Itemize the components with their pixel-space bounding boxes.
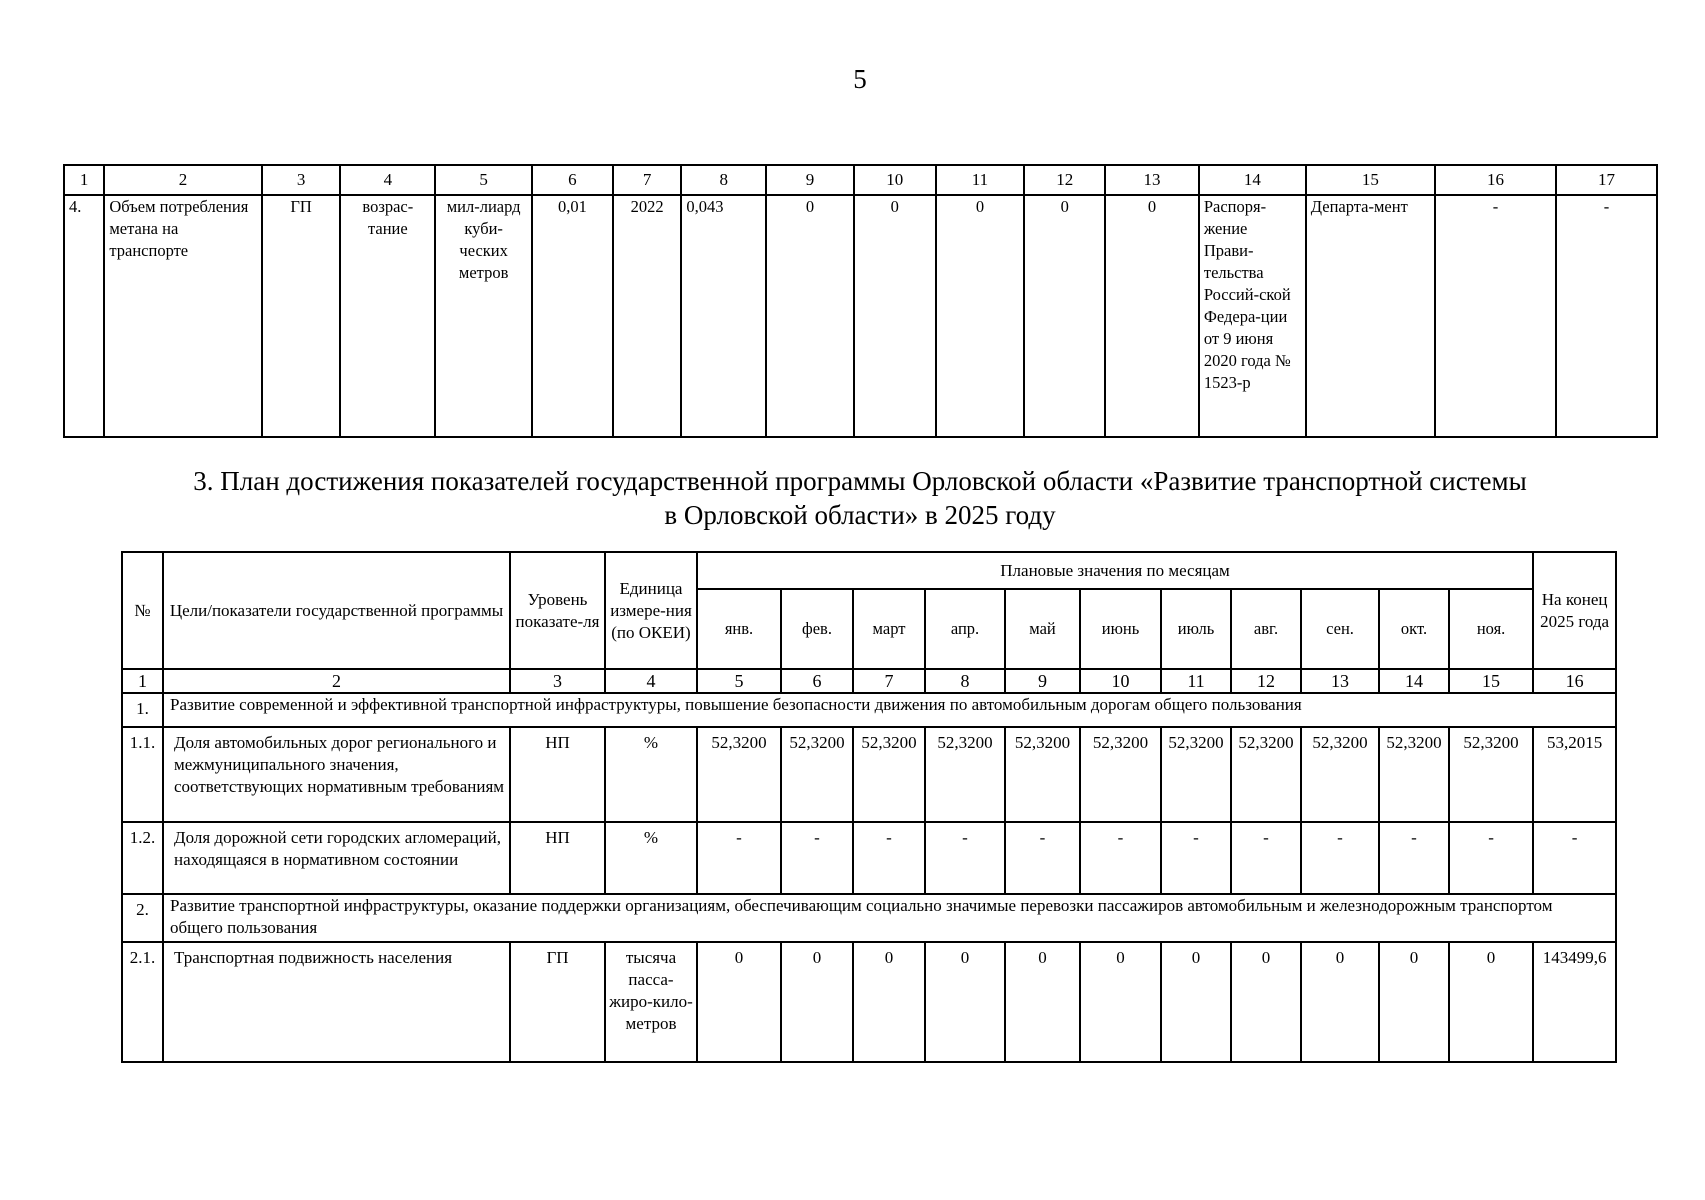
month-header: сен. xyxy=(1301,589,1379,669)
value-cell: 0 xyxy=(1024,195,1105,437)
section-title-line: 3. План достижения показателей государственной программы Орловской области «Развитие транспортной системы xyxy=(193,466,1527,496)
month-value: - xyxy=(1449,822,1533,894)
month-value: 0 xyxy=(1161,942,1231,1062)
base-year: 2022 xyxy=(613,195,682,437)
indicator-level: ГП xyxy=(510,942,605,1062)
month-value: 0 xyxy=(1449,942,1533,1062)
month-value: - xyxy=(925,822,1005,894)
goal-number: 2. xyxy=(122,894,163,942)
column-number-row xyxy=(122,669,1616,693)
value-cell: 0 xyxy=(1105,195,1199,437)
col-number: 5 xyxy=(697,669,781,693)
col-number: 2 xyxy=(163,669,510,693)
col-number: 15 xyxy=(1449,669,1533,693)
header-end: На конец 2025 года xyxy=(1533,552,1616,669)
column-number-row xyxy=(64,165,1657,195)
month-value: 52,3200 xyxy=(1231,727,1301,822)
month-value: - xyxy=(1005,822,1080,894)
row-number: 1.1. xyxy=(122,727,163,822)
col-number: 7 xyxy=(613,165,682,195)
month-header: авг. xyxy=(1231,589,1301,669)
indicator-unit: % xyxy=(605,727,697,822)
col-number: 5 xyxy=(435,165,532,195)
indicator-unit: тысяча пасса-жиро-кило-метров xyxy=(605,942,697,1062)
month-value: - xyxy=(1080,822,1161,894)
month-value: - xyxy=(1301,822,1379,894)
header-name: Цели/показатели государственной программы xyxy=(163,552,510,669)
month-value: 0 xyxy=(853,942,925,1062)
header-level: Уровень показате-ля xyxy=(510,552,605,669)
header-num: № xyxy=(122,552,163,669)
col-number: 14 xyxy=(1379,669,1449,693)
goal-row xyxy=(122,693,1616,727)
month-value: 0 xyxy=(697,942,781,1062)
goal-number: 1. xyxy=(122,693,163,727)
month-header: март xyxy=(853,589,925,669)
end-value: - xyxy=(1533,822,1616,894)
month-value: - xyxy=(1161,822,1231,894)
goal-text: Развитие транспортной инфраструктуры, оказание поддержки организациям, обеспечивающим социально значимые перевозки пассажиров автомобильным и железнодорожным транспортом общего пользования xyxy=(163,894,1616,942)
page-number: 5 xyxy=(853,64,867,94)
indicator-name: Доля автомобильных дорог регионального и межмуниципального значения, соответствующих нормативным требованиям xyxy=(163,727,510,822)
month-header: апр. xyxy=(925,589,1005,669)
value-cell: 0 xyxy=(766,195,854,437)
col-number: 11 xyxy=(1161,669,1231,693)
col-number: 9 xyxy=(1005,669,1080,693)
end-value: 53,2015 xyxy=(1533,727,1616,822)
row-number: 2.1. xyxy=(122,942,163,1062)
value-cell: 0,043 xyxy=(681,195,766,437)
col-number: 2 xyxy=(104,165,261,195)
goal-text: Развитие современной и эффективной транспортной инфраструктуры, повышение безопасности движения по автомобильным дорогам общего пользования xyxy=(163,693,1616,727)
col-number: 13 xyxy=(1105,165,1199,195)
indicator-level: НП xyxy=(510,727,605,822)
col-number: 8 xyxy=(925,669,1005,693)
base-value: 0,01 xyxy=(532,195,613,437)
table-row xyxy=(122,822,1616,894)
col-number: 14 xyxy=(1199,165,1306,195)
month-value: 0 xyxy=(1080,942,1161,1062)
month-header: фев. xyxy=(781,589,853,669)
month-value: 52,3200 xyxy=(925,727,1005,822)
col-number: 15 xyxy=(1306,165,1435,195)
table-row xyxy=(64,195,1657,437)
indicator-name: Объем потребления метана на транспорте xyxy=(104,195,261,437)
col-number: 16 xyxy=(1435,165,1556,195)
responsible: Департа-мент xyxy=(1306,195,1435,437)
col-number: 11 xyxy=(936,165,1025,195)
month-header: июль xyxy=(1161,589,1231,669)
month-value: 52,3200 xyxy=(1379,727,1449,822)
col-number: 16 xyxy=(1533,669,1616,693)
indicators-table-continued xyxy=(63,164,1658,438)
col-number: 8 xyxy=(681,165,766,195)
month-value: 0 xyxy=(1005,942,1080,1062)
month-value: - xyxy=(1231,822,1301,894)
month-header: янв. xyxy=(697,589,781,669)
month-value: 52,3200 xyxy=(697,727,781,822)
month-header: ноя. xyxy=(1449,589,1533,669)
indicator-level: НП xyxy=(510,822,605,894)
row-number: 4. xyxy=(64,195,104,437)
month-value: 52,3200 xyxy=(1161,727,1231,822)
month-value: 52,3200 xyxy=(781,727,853,822)
month-value: - xyxy=(1379,822,1449,894)
value-cell: 0 xyxy=(936,195,1025,437)
month-value: - xyxy=(853,822,925,894)
indicator-unit: мил-лиард куби-ческих метров xyxy=(435,195,532,437)
section-title-line: в Орловской области» в 2025 году xyxy=(664,500,1056,530)
month-value: 52,3200 xyxy=(1449,727,1533,822)
month-value: 0 xyxy=(1301,942,1379,1062)
col-number: 9 xyxy=(766,165,854,195)
month-value: 0 xyxy=(781,942,853,1062)
indicator-direction: возрас-тание xyxy=(340,195,435,437)
col-number: 1 xyxy=(64,165,104,195)
month-value: 52,3200 xyxy=(1301,727,1379,822)
month-value: - xyxy=(697,822,781,894)
basis-document: Распоря-жение Прави-тельства Россий-ской Федера-ции от 9 июня 2020 года № 1523-р xyxy=(1199,195,1306,437)
month-value: 52,3200 xyxy=(853,727,925,822)
month-header: окт. xyxy=(1379,589,1449,669)
col-number: 10 xyxy=(1080,669,1161,693)
col-number: 4 xyxy=(340,165,435,195)
header-row xyxy=(122,552,1616,589)
header-unit: Единица измере-ния (по ОКЕИ) xyxy=(605,552,697,669)
table-row xyxy=(122,942,1616,1062)
value-cell: - xyxy=(1556,195,1657,437)
indicator-name: Доля дорожной сети городских агломераций, находящаяся в нормативном состоянии xyxy=(163,822,510,894)
month-value: 0 xyxy=(1231,942,1301,1062)
col-number: 10 xyxy=(854,165,936,195)
end-value: 143499,6 xyxy=(1533,942,1616,1062)
col-number: 17 xyxy=(1556,165,1657,195)
month-value: - xyxy=(781,822,853,894)
col-number: 12 xyxy=(1231,669,1301,693)
header-planned: Плановые значения по месяцам xyxy=(697,552,1533,589)
col-number: 6 xyxy=(532,165,613,195)
goal-row xyxy=(122,894,1616,942)
col-number: 12 xyxy=(1024,165,1105,195)
col-number: 7 xyxy=(853,669,925,693)
row-number: 1.2. xyxy=(122,822,163,894)
month-header: май xyxy=(1005,589,1080,669)
indicator-unit: % xyxy=(605,822,697,894)
month-header: июнь xyxy=(1080,589,1161,669)
achievement-plan-table xyxy=(121,551,1617,1063)
col-number: 3 xyxy=(510,669,605,693)
month-value: 52,3200 xyxy=(1005,727,1080,822)
section-title xyxy=(120,464,1600,532)
month-value: 0 xyxy=(1379,942,1449,1062)
col-number: 3 xyxy=(262,165,341,195)
col-number: 6 xyxy=(781,669,853,693)
indicator-name: Транспортная подвижность населения xyxy=(163,942,510,1062)
col-number: 1 xyxy=(122,669,163,693)
table-row xyxy=(122,727,1616,822)
month-value: 52,3200 xyxy=(1080,727,1161,822)
month-value: 0 xyxy=(925,942,1005,1062)
indicator-level: ГП xyxy=(262,195,341,437)
col-number: 13 xyxy=(1301,669,1379,693)
value-cell: 0 xyxy=(854,195,936,437)
col-number: 4 xyxy=(605,669,697,693)
value-cell: - xyxy=(1435,195,1556,437)
